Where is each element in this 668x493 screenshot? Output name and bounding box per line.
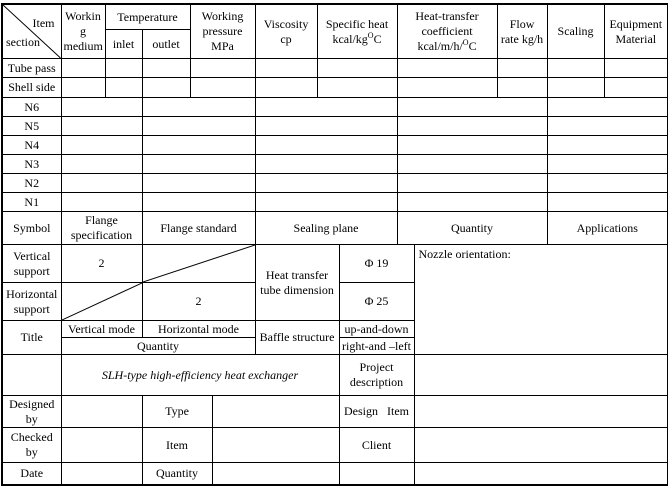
empty-cell xyxy=(397,193,547,212)
empty-cell xyxy=(397,78,497,98)
working-pressure-header: Working pressure MPa xyxy=(190,4,255,59)
empty-cell xyxy=(61,59,105,78)
empty-cell xyxy=(547,193,668,212)
applications-header: Applications xyxy=(547,212,668,245)
client-label: Client xyxy=(339,428,414,463)
item-section-header xyxy=(2,4,61,59)
nozzle-label-n5: N5 xyxy=(2,117,61,136)
shell-side-label: Shell side xyxy=(2,78,61,98)
flange-standard-header: Flange standard xyxy=(142,212,255,245)
horizontal-mode-header: Horizontal mode xyxy=(142,321,255,338)
diagonal-line-icon xyxy=(62,283,142,320)
empty-cell xyxy=(414,355,668,396)
product-name: SLH-type high-efficiency heat exchanger xyxy=(61,355,339,396)
nozzle-label-n4: N4 xyxy=(2,136,61,155)
empty-cell xyxy=(212,396,339,428)
tube-pass-label: Tube pass xyxy=(2,59,61,78)
design-item-label: Design Item xyxy=(339,396,414,428)
quantity-label-bottom: Quantity xyxy=(142,463,212,486)
empty-cell xyxy=(142,155,255,174)
right-and-left-cell: right-and –left xyxy=(339,338,414,355)
empty-cell xyxy=(547,78,604,98)
symbol-header: Symbol xyxy=(2,212,61,245)
temperature-header: Temperature xyxy=(105,4,190,30)
outlet-header: outlet xyxy=(142,30,190,59)
empty-cell xyxy=(397,155,547,174)
empty-cell xyxy=(61,155,142,174)
empty-cell xyxy=(397,98,547,117)
empty-cell xyxy=(414,428,668,463)
horizontal-support-diagonal-cell xyxy=(61,283,142,321)
working-medium-line: g xyxy=(80,24,86,38)
empty-cell xyxy=(397,117,547,136)
empty-cell xyxy=(61,428,142,463)
empty-cell xyxy=(212,428,339,463)
phi25-cell: Φ 25 xyxy=(339,283,414,321)
empty-cell xyxy=(142,193,255,212)
empty-cell xyxy=(547,136,668,155)
empty-cell xyxy=(61,174,142,193)
horizontal-support-count: 2 xyxy=(142,283,255,321)
quantity-label: Quantity xyxy=(61,338,255,355)
empty-cell xyxy=(142,174,255,193)
empty-cell xyxy=(61,463,142,486)
tube-dimension-label: Heat transfer tube dimension xyxy=(255,245,339,321)
working-medium-header xyxy=(61,4,105,59)
flange-spec-header: Flange specification xyxy=(61,212,142,245)
empty-cell xyxy=(212,463,339,486)
vertical-support-diagonal-cell xyxy=(142,245,255,283)
empty-cell xyxy=(61,193,142,212)
project-description-label: Project description xyxy=(339,355,414,396)
title-label: Title xyxy=(2,321,61,355)
empty-cell xyxy=(414,463,668,486)
sealing-plane-header: Sealing plane xyxy=(255,212,397,245)
spec-table xyxy=(1,3,668,486)
empty-cell xyxy=(317,59,397,78)
designed-by-label: Designed by xyxy=(2,396,61,428)
empty-cell xyxy=(255,78,317,98)
empty-cell xyxy=(105,59,142,78)
baffle-structure-label: Baffle structure xyxy=(255,321,339,355)
empty-cell xyxy=(547,59,604,78)
nozzle-label-n1: N1 xyxy=(2,193,61,212)
nozzle-orientation-cell: Nozzle orientation: xyxy=(414,245,668,355)
vertical-support-label: Vertical support xyxy=(2,245,61,283)
empty-cell xyxy=(61,136,142,155)
horizontal-support-label: Horizontal support xyxy=(2,283,61,321)
empty-cell xyxy=(547,174,668,193)
equipment-material-header: Equipment Material xyxy=(604,4,668,59)
empty-cell xyxy=(61,117,142,136)
empty-cell xyxy=(397,59,497,78)
empty-cell xyxy=(255,155,397,174)
empty-cell xyxy=(547,98,668,117)
empty-cell xyxy=(142,98,255,117)
empty-cell xyxy=(497,59,547,78)
empty-cell xyxy=(190,59,255,78)
checked-by-label: Checked by xyxy=(2,428,61,463)
empty-cell xyxy=(317,78,397,98)
empty-cell xyxy=(414,396,668,428)
empty-cell xyxy=(339,463,414,486)
empty-cell xyxy=(255,59,317,78)
empty-cell xyxy=(604,59,668,78)
nozzle-label-n2: N2 xyxy=(2,174,61,193)
empty-cell xyxy=(255,174,397,193)
working-medium-line: Workin xyxy=(65,9,101,23)
viscosity-header: Viscosity cp xyxy=(255,4,317,59)
date-label: Date xyxy=(2,463,61,486)
empty-cell xyxy=(105,78,142,98)
empty-cell xyxy=(547,155,668,174)
diagonal-line-icon xyxy=(143,245,255,282)
empty-cell xyxy=(142,78,190,98)
item-label-bottom: Item xyxy=(142,428,212,463)
working-medium-line: medium xyxy=(63,39,103,53)
specific-heat-header: Specific heat kcal/$kg^OC$ xyxy=(317,4,397,59)
type-label: Type xyxy=(142,396,212,428)
phi19-cell: Φ 19 xyxy=(339,245,414,283)
vertical-support-count: 2 xyxy=(61,245,142,283)
up-and-down-cell: up-and-down xyxy=(339,321,414,338)
quantity-header: Quantity xyxy=(397,212,547,245)
diagonal-line-icon xyxy=(3,5,61,58)
empty-cell xyxy=(255,193,397,212)
empty-cell xyxy=(2,355,61,396)
nozzle-label-n3: N3 xyxy=(2,155,61,174)
empty-cell xyxy=(61,98,142,117)
empty-cell xyxy=(255,136,397,155)
item-label: Item xyxy=(32,16,55,30)
empty-cell xyxy=(142,59,190,78)
empty-cell xyxy=(397,136,547,155)
empty-cell xyxy=(190,78,255,98)
section-label: section xyxy=(6,35,40,49)
inlet-header: inlet xyxy=(105,30,142,59)
empty-cell xyxy=(142,136,255,155)
empty-cell xyxy=(397,174,547,193)
empty-cell xyxy=(255,98,397,117)
empty-cell xyxy=(61,396,142,428)
empty-cell xyxy=(604,78,668,98)
empty-cell xyxy=(497,78,547,98)
flow-rate-header: Flow rate kg/h xyxy=(497,4,547,59)
scaling-header: Scaling xyxy=(547,4,604,59)
empty-cell xyxy=(61,78,105,98)
empty-cell xyxy=(547,117,668,136)
nozzle-label-n6: N6 xyxy=(2,98,61,117)
vertical-mode-header: Vertical mode xyxy=(61,321,142,338)
heat-transfer-header: Heat-transfer coefficient kcal/m/h/$^O$C xyxy=(397,4,497,59)
empty-cell xyxy=(255,117,397,136)
empty-cell xyxy=(142,117,255,136)
